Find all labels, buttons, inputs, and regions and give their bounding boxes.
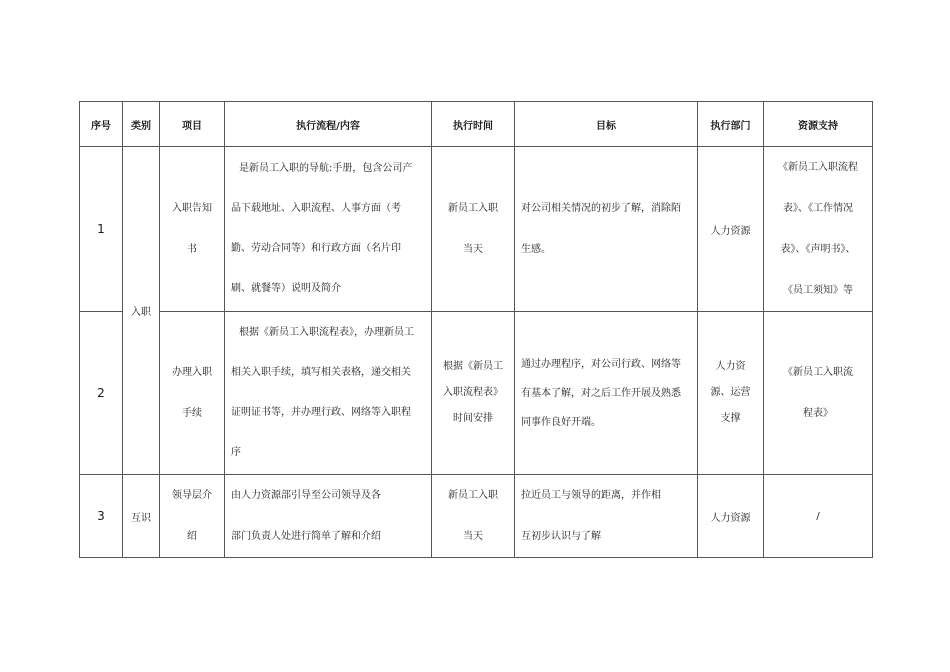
content-line: 序: [231, 447, 241, 458]
dept-cell: [698, 147, 764, 312]
item-line: 手续: [182, 408, 202, 419]
goal-line: 有基本了解，对之后工作开展及熟悉: [521, 387, 681, 399]
goal-line: 通过办理程序，对公司行政、网络等: [521, 358, 681, 370]
goal-line: 同事作良好开端。: [521, 416, 601, 428]
content-line: 根据《新员工入职流程表》，办理新员工: [239, 327, 414, 338]
header-cell: 类别: [123, 102, 160, 147]
time-line: 时间安排: [453, 413, 493, 424]
item-cell: [160, 312, 225, 475]
header-cell: 执行时间: [432, 102, 515, 147]
header-cell: 序号: [80, 102, 123, 147]
content-line: 勤、劳动合同等）和行政方面（名片印: [231, 243, 401, 254]
row-number: 3: [80, 475, 123, 558]
dept-line: 源、运营: [710, 387, 751, 398]
time-line: 根据《新员工: [443, 361, 503, 372]
header-cell: 目标: [515, 102, 698, 147]
content-line: 刷、就餐等）说明及简介: [231, 283, 341, 294]
item-cell: [160, 475, 225, 558]
content-line: 品下载地址、入职流程、人事方面（考: [231, 203, 401, 214]
resource-line: 程表》: [803, 408, 833, 419]
resource-cell: [764, 475, 873, 558]
row-number: 1: [80, 147, 123, 312]
time-line: 当天: [463, 244, 483, 255]
time-cell: [432, 312, 515, 475]
dept-line: 支撑: [720, 413, 741, 424]
dept-line: 人力资源: [710, 512, 751, 524]
item-line: 办理入职: [172, 367, 212, 378]
item-line: 绍: [187, 531, 197, 542]
dept-cell: [698, 475, 764, 558]
time-line: 新员工入职: [448, 203, 498, 214]
resource-line: 《员工须知》等: [783, 285, 853, 296]
content-line: 部门负责人处进行简单了解和介绍: [231, 531, 381, 542]
header-cell: 执行部门: [698, 102, 764, 147]
category-cell: 互识: [123, 475, 160, 558]
dept-line: 人力资: [715, 361, 746, 372]
goal-line: 生感。: [521, 244, 551, 255]
item-line: 领导层介: [172, 490, 212, 501]
goal-line: 对公司相关情况的初步了解，消除陌: [521, 203, 681, 214]
table-row: [80, 312, 873, 475]
content-cell: [225, 147, 432, 312]
resource-line: 表》、《声明书》、: [780, 244, 856, 255]
header-cell: 资源支持: [764, 102, 873, 147]
header-cell: 执行流程/内容: [225, 102, 432, 147]
header-row: [80, 102, 873, 147]
resource-line: 《新员工入职流程: [778, 162, 858, 173]
goal-line: 拉近员工与领导的距离，并作相: [521, 490, 661, 501]
dept-cell: [698, 312, 764, 475]
content-cell: [225, 475, 432, 558]
resource-cell: [764, 147, 873, 312]
content-line: 相关入职手续，填写相关表格，递交相关: [231, 367, 411, 378]
row-number: 2: [80, 312, 123, 475]
time-line: 入职流程表》: [443, 387, 503, 398]
content-line: 证明证书等，并办理行政、网络等入职程: [231, 407, 411, 418]
time-line: 新员工入职: [448, 490, 498, 501]
item-cell: [160, 147, 225, 312]
time-line: 当天: [463, 531, 483, 542]
table-row: [80, 475, 873, 558]
goal-line: 互初步认识与了解: [521, 531, 601, 542]
goal-cell: [515, 475, 698, 558]
header-cell: 项目: [160, 102, 225, 147]
dept-line: 人力资源: [710, 225, 751, 237]
resource-line: 《新员工入职流: [783, 367, 853, 378]
table-row: [80, 147, 873, 312]
resource-line: /: [816, 510, 820, 522]
content-line: 由人力资源部引导至公司领导及各: [231, 490, 381, 501]
resource-line: 表》、《工作情况: [783, 203, 853, 214]
onboarding-table: [79, 101, 873, 558]
resource-cell: [764, 312, 873, 475]
goal-cell: [515, 312, 698, 475]
goal-cell: [515, 147, 698, 312]
time-cell: [432, 147, 515, 312]
item-line: 书: [187, 244, 197, 255]
content-line: 是新员工入职的导航:手册，包含公司产: [239, 163, 413, 174]
time-cell: [432, 475, 515, 558]
content-cell: [225, 312, 432, 475]
category-cell: 入职: [123, 147, 160, 475]
item-line: 入职告知: [172, 203, 212, 214]
